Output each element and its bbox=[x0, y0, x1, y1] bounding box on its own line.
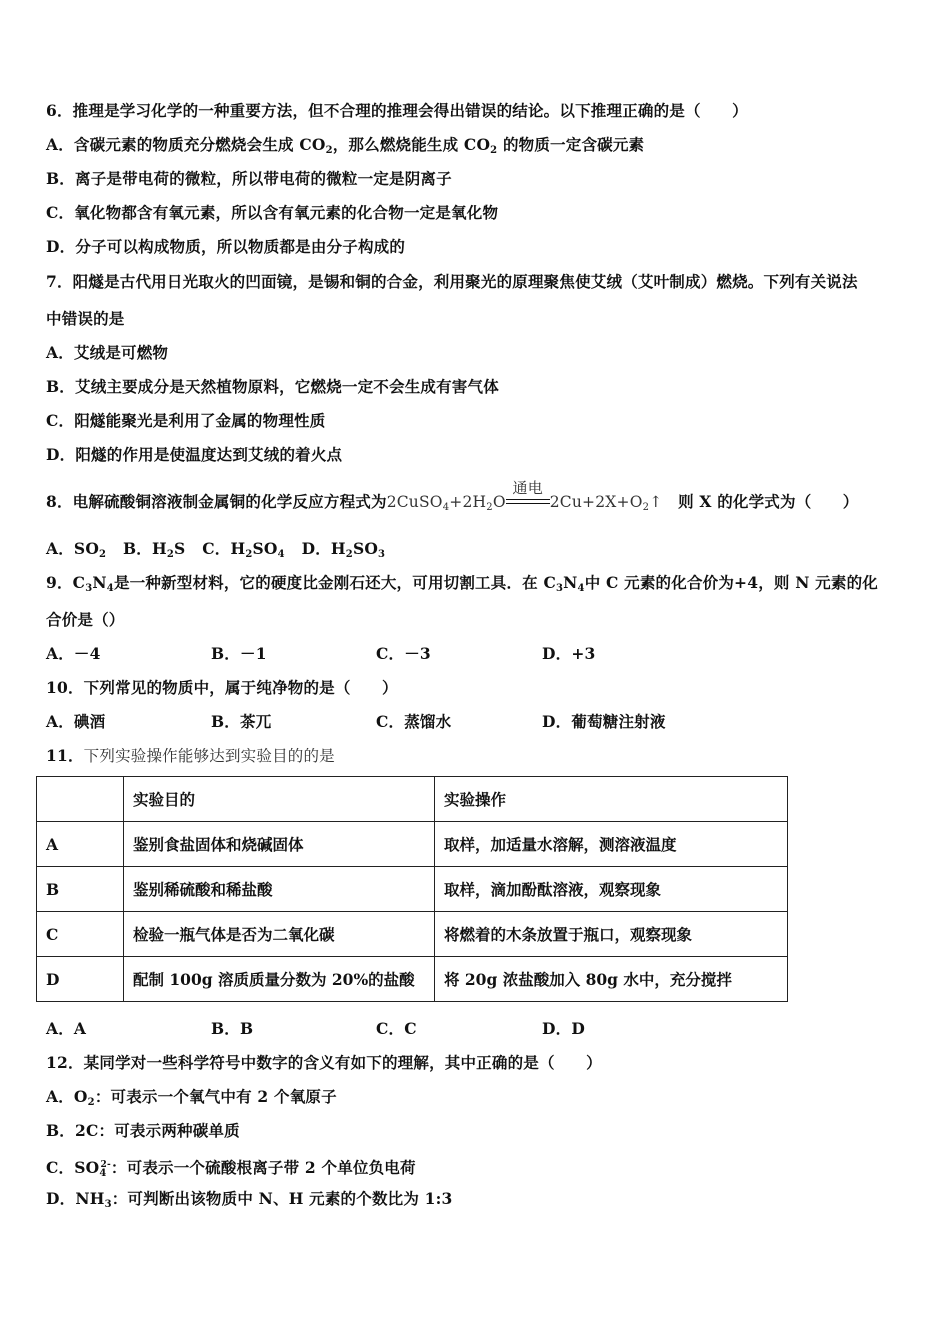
q9-option-a: A．－4 bbox=[46, 644, 101, 663]
q12-option-b: B．2C：可表示两种碳单质 bbox=[46, 1121, 240, 1140]
table-header-cell: 实验目的 bbox=[124, 777, 435, 822]
q6-option-d: D．分子可以构成物质，所以物质都是由分子构成的 bbox=[46, 237, 406, 256]
table-cell: 将 20g 浓盐酸加入 80g 水中，充分搅拌 bbox=[435, 957, 788, 1002]
table-row bbox=[37, 822, 788, 867]
q10-option-c: C．蒸馏水 bbox=[376, 712, 452, 731]
q11-option-d: D．D bbox=[542, 1019, 585, 1038]
q8-options: A．$SO_2$ B．$H_2S$ C．$H_2SO_4$ D．$H_2SO_3$ bbox=[46, 539, 386, 560]
q7-option-b: B．艾绒主要成分是天然植物原料，它燃烧一定不会生成有害气体 bbox=[46, 377, 499, 396]
q10-option-d: D．葡萄糖注射液 bbox=[542, 712, 666, 731]
q6-stem: 6．推理是学习化学的一种重要方法，但不合理的推理会得出错误的结论。以下推理正确的是（ ） bbox=[46, 101, 748, 120]
q9-option-c: C．－3 bbox=[376, 644, 431, 663]
table-row bbox=[37, 912, 788, 957]
electrolysis-condition: 通电 bbox=[506, 492, 550, 512]
q9-stem-line1: 9．$C_3N_4$是一种新型材料，它的硬度比金刚石还大，可用切割工具．在 $C_3N_4$中 C 元素的化合价为+4，则 N 元素的化 bbox=[46, 573, 878, 594]
q9-option-d: D．+3 bbox=[542, 644, 596, 663]
table-cell: C bbox=[37, 912, 124, 957]
q7-option-c: C．阳燧能聚光是利用了金属的物理性质 bbox=[46, 411, 326, 430]
table-row bbox=[37, 957, 788, 1002]
q11-option-b: B．B bbox=[211, 1019, 254, 1038]
table-cell: D bbox=[37, 957, 124, 1002]
q7-option-d: D．阳燧的作用是使温度达到艾绒的着火点 bbox=[46, 445, 343, 464]
q7-stem-line1: 7．阳燧是古代用日光取火的凹面镜，是锡和铜的合金，利用聚光的原理聚焦使艾绒（艾叶制成）燃烧。下列有关说法 bbox=[46, 272, 858, 291]
q11-option-a: A．A bbox=[46, 1019, 87, 1038]
q10-option-a: A．碘酒 bbox=[46, 712, 106, 731]
table-cell: B bbox=[37, 867, 124, 912]
q9-stem-line2: 合价是（） bbox=[46, 610, 125, 629]
q12-option-c: C．$SO_4^{2-}$：可表示一个硫酸根离子带 2 个单位负电荷 bbox=[46, 1158, 416, 1179]
q11-experiment-table bbox=[36, 776, 788, 1002]
gas-up-arrow: ↑ bbox=[649, 493, 663, 511]
q7-stem-line2: 中错误的是 bbox=[46, 309, 125, 328]
table-cell: 将燃着的木条放置于瓶口，观察现象 bbox=[435, 912, 788, 957]
table-cell: 检验一瓶气体是否为二氧化碳 bbox=[124, 912, 435, 957]
q7-option-a: A．艾绒是可燃物 bbox=[46, 343, 169, 362]
table-header-cell: 实验操作 bbox=[435, 777, 788, 822]
table-cell: 鉴别食盐固体和烧碱固体 bbox=[124, 822, 435, 867]
table-header-cell bbox=[37, 777, 124, 822]
q9-option-b: B．－1 bbox=[211, 644, 267, 663]
q8-equation: $2CuSO_4+2H_2O$ 通电 $2Cu+2X+O_2↑$ bbox=[386, 479, 663, 513]
table-cell: 配制 100g 溶质质量分数为 20%的盐酸 bbox=[124, 957, 435, 1002]
q11-stem: 11．下列实验操作能够达到实验目的的是 bbox=[46, 746, 335, 765]
q10-stem: 10．下列常见的物质中，属于纯净物的是（ ） bbox=[46, 678, 398, 697]
q11-option-c: C．C bbox=[376, 1019, 417, 1038]
table-row bbox=[37, 867, 788, 912]
q6-option-a: A．含碳元素的物质充分燃烧会生成 $CO_2$，那么燃烧能生成 $CO_2$ 的物质一定含碳元素 bbox=[46, 135, 645, 156]
q10-option-b: B．茶兀 bbox=[211, 712, 272, 731]
q12-option-d: D．$NH_3$：可判断出该物质中 N、H 元素的个数比为 1:3 bbox=[46, 1189, 453, 1210]
table-cell: 鉴别稀硫酸和稀盐酸 bbox=[124, 867, 435, 912]
table-header-row bbox=[37, 777, 788, 822]
table-cell: 取样，滴加酚酞溶液，观察现象 bbox=[435, 867, 788, 912]
q12-option-a: A．$O_2$：可表示一个氧气中有 2 个氧原子 bbox=[46, 1087, 337, 1108]
q6-option-c: C．氧化物都含有氧元素，所以含有氧元素的化合物一定是氧化物 bbox=[46, 203, 499, 222]
q8-stem: 8．电解硫酸铜溶液制金属铜的化学反应方程式为$2CuSO_4+2H_2O$ 通电 $2Cu+2X+O_2↑$ 则 X 的化学式为（ ） bbox=[46, 479, 859, 513]
table-cell: A bbox=[37, 822, 124, 867]
table-cell: 取样，加适量水溶解，测溶液温度 bbox=[435, 822, 788, 867]
q6-option-b: B．离子是带电荷的微粒，所以带电荷的微粒一定是阴离子 bbox=[46, 169, 452, 188]
q12-stem: 12．某同学对一些科学符号中数字的含义有如下的理解，其中正确的是（ ） bbox=[46, 1053, 602, 1072]
